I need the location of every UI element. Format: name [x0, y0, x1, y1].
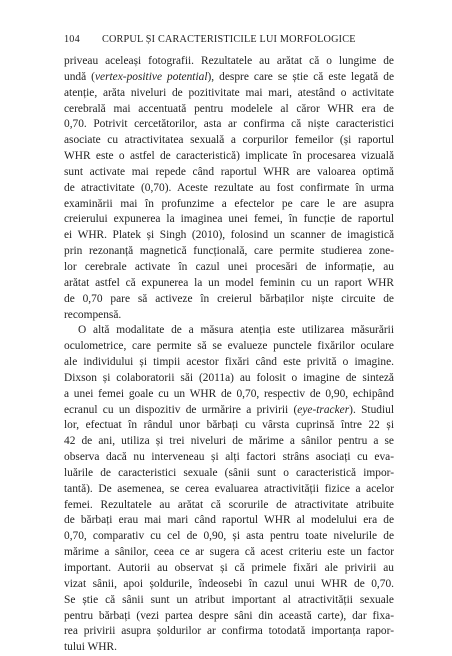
text-line: oculometrice, care permite să se evalueze punctele fixărilor oculare: [64, 340, 394, 353]
text-line: Dixson și colaboratorii săi (2011a) au folosit o imagine de sinteză: [64, 371, 394, 384]
body-text: [64, 54, 394, 656]
text-line: de 0,70 pare să activeze în creierul bărbaților niște circuite de: [64, 292, 394, 305]
text-line: tului WHR.: [64, 641, 117, 654]
text-line: tantă). De asemenea, se cerea evaluarea atractivității fizice a acelor: [64, 482, 394, 495]
text-line: mărime a sânilor, ceea ce ar sugera că acest criteriu este un factor: [64, 546, 394, 559]
text-line: recompensă.: [64, 308, 122, 321]
paragraph: [64, 54, 394, 323]
italic-term: eye-tracker: [297, 403, 350, 416]
text-line: observa dacă nu interveneau și alți factori strâns asociați cu eva-: [64, 451, 394, 464]
text-line: examinării mai în profunzime a efectelor pe care le are asupra: [64, 197, 394, 210]
text-line: WHR este o astfel de caracteristică) implicate în procesarea vizuală: [64, 150, 394, 163]
text-line: O altă modalitate de a măsura atenția este utilizarea măsurării: [78, 324, 394, 337]
text-line: rea privirii asupra șoldurilor ar confirma totodată importanța rapor-: [64, 625, 394, 638]
page-number: 104: [64, 34, 80, 45]
text-line: pentru bărbați (vezi partea despre sâni din această carte), dar fixa-: [64, 609, 394, 622]
text-line: sunt activate mai repede când raportul WHR are valoarea optimă: [64, 165, 394, 178]
text-line: de atractivitate (0,70). Aceste rezultate au fost confirmate în urma: [64, 181, 394, 194]
text-line: de bărbați erau mai mari când raportul WHR al modelului era de: [64, 514, 394, 527]
text-line: a unei femei goale cu un WHR de 0,70, respectiv de 0,90, echipând: [64, 387, 394, 400]
text-line: 0,70, comparativ cu cel de 0,90, și asta pentru toate nivelurile de: [64, 530, 394, 543]
italic-term: vertex-positive potential: [94, 70, 208, 83]
text-line: undă (vertex-positive potential), despre care se știe că este legată de: [64, 70, 394, 83]
text-line: creierului expunerea la imaginea unei femei, în funcție de raportul: [64, 213, 394, 226]
text-line: cerebrală mai accentuată pentru modelele al căror WHR era de: [64, 102, 394, 115]
text-line: vizat sânii, apoi șoldurile, îndeosebi în cazul unui WHR de 0,70.: [64, 577, 394, 590]
text-line: Se știe că sânii sunt un atribut important al atractivității sexuale: [64, 593, 394, 606]
text-line: femei. Rezultatele au arătat că scorurile de atractivitate atribuite: [64, 498, 394, 511]
paragraph: [64, 323, 394, 656]
text-line: lor, efectuat în rândul unor bărbați cu vârsta cuprinsă între 22 și: [64, 419, 394, 432]
text-line: prin rezonanță magnetică funcțională, care permite studierea zone-: [64, 245, 394, 258]
text-line: priveau aceleași fotografii. Rezultatele au arătat că o lungime de: [64, 55, 394, 67]
text-line: important. Autorii au observat și că primele fixări ale privirii au: [64, 562, 394, 574]
text-line: 0,70. Potrivit cercetătorilor, asta ar confirma că niște caracteristici: [64, 118, 394, 131]
text-line: luările de caracteristici sexuale (sânii sunt o caracteristică impor-: [64, 466, 394, 479]
text-line: ale individului și timpii acestor fixări când este privită o imagine.: [64, 356, 394, 369]
text-line: ei WHR. Platek și Singh (2010), folosind un scanner de imagistică: [64, 229, 394, 242]
text-line: lor cerebrale activate în cazul unei procesări de informație, au: [64, 260, 394, 273]
running-head: [64, 34, 394, 48]
text-line: 42 de ani, utiliza și trei niveluri de mărime a sânilor pentru a se: [64, 435, 394, 448]
text-line: atenție, arăta niveluri de pozitivitate mai mari, atestând o activitate: [64, 86, 394, 99]
text-line: asociate cu atractivitatea sexuală a corpurilor femeilor (și raportul: [64, 134, 394, 147]
text-line: ecranul cu un dispozitiv de urmărire a privirii (eye-tracker). Studiul: [64, 403, 394, 416]
chapter-title: CORPUL ȘI CARACTERISTICILE LUI MORFOLOGICE: [102, 34, 356, 45]
text-line: arătat astfel că expunerea la un model feminin cu un raport WHR: [64, 276, 394, 289]
